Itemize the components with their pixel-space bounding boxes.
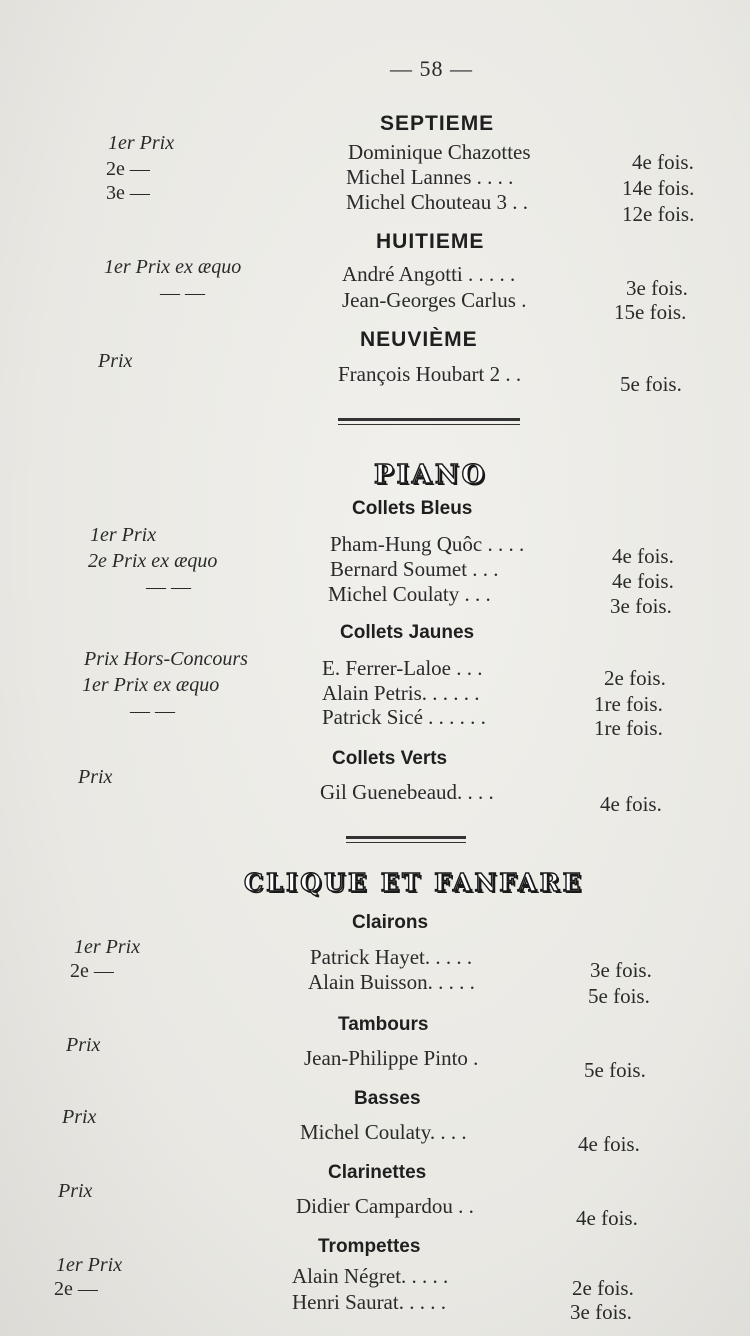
group-basses: Basses bbox=[354, 1088, 421, 1109]
section-divider bbox=[346, 836, 466, 843]
group-collets-bleus: Collets Bleus bbox=[352, 498, 473, 519]
times-count: 5e fois. bbox=[620, 372, 682, 396]
times-count: 2e fois. bbox=[572, 1276, 634, 1300]
prize-label: 1er Prix bbox=[108, 132, 175, 154]
prize-label: Prix bbox=[58, 1180, 93, 1202]
times-count: 15e fois. bbox=[614, 300, 687, 324]
group-tambours: Tambours bbox=[338, 1014, 429, 1035]
entrant-name: Patrick Hayet. . . . . bbox=[310, 945, 473, 969]
prize-label: 1er Prix ex æquo bbox=[82, 674, 220, 696]
entrant-name: Patrick Sicé . . . . . . bbox=[322, 705, 486, 729]
entrant-name: Michel Coulaty . . . bbox=[328, 582, 491, 606]
prize-label: Prix bbox=[66, 1034, 101, 1056]
times-count: 14e fois. bbox=[622, 176, 695, 200]
times-count: 3e fois. bbox=[590, 958, 652, 982]
group-collets-verts: Collets Verts bbox=[332, 748, 448, 769]
times-count: 3e fois. bbox=[570, 1300, 632, 1324]
prize-label: — — bbox=[130, 700, 175, 722]
group-clarinettes: Clarinettes bbox=[328, 1162, 427, 1183]
times-count: 4e fois. bbox=[612, 544, 674, 568]
entrant-name: François Houbart 2 . . bbox=[338, 362, 522, 386]
times-count: 4e fois. bbox=[600, 792, 662, 816]
prize-label: 1er Prix bbox=[74, 936, 141, 958]
prize-label: 2e — bbox=[70, 960, 114, 982]
entrant-name: E. Ferrer-Laloe . . . bbox=[322, 656, 483, 680]
entrant-name: Pham-Hung Quôc . . . . bbox=[330, 532, 525, 556]
entrant-name: Henri Saurat. . . . . bbox=[292, 1290, 446, 1314]
times-count: 4e fois. bbox=[612, 569, 674, 593]
heading-neuvieme: NEUVIÈME bbox=[360, 328, 478, 351]
times-count: 1re fois. bbox=[594, 692, 663, 716]
prize-label: — — bbox=[146, 576, 191, 598]
entrant-name: Michel Coulaty. . . . bbox=[300, 1120, 467, 1144]
prize-label: 2e — bbox=[106, 158, 150, 180]
entrant-name: Alain Petris. . . . . . bbox=[322, 681, 480, 705]
times-count: 2e fois. bbox=[604, 666, 666, 690]
prize-label: 1er Prix bbox=[56, 1254, 123, 1276]
times-count: 4e fois. bbox=[578, 1132, 640, 1156]
entrant-name: Michel Lannes . . . . bbox=[346, 165, 514, 189]
page-number: — 58 — bbox=[390, 56, 473, 81]
times-count: 5e fois. bbox=[584, 1058, 646, 1082]
heading-septieme: SEPTIEME bbox=[380, 112, 495, 135]
times-count: 12e fois. bbox=[622, 202, 695, 226]
prize-label: — — bbox=[160, 282, 205, 304]
times-count: 3e fois. bbox=[610, 594, 672, 618]
prize-label: 1er Prix bbox=[90, 524, 157, 546]
group-clairons: Clairons bbox=[352, 912, 429, 933]
times-count: 4e fois. bbox=[576, 1206, 638, 1230]
entrant-name: Gil Guenebeaud. . . . bbox=[320, 780, 494, 804]
times-count: 5e fois. bbox=[588, 984, 650, 1008]
prize-label: 2e Prix ex æquo bbox=[88, 550, 218, 572]
entrant-name: Alain Négret. . . . . bbox=[292, 1264, 449, 1288]
group-trompettes: Trompettes bbox=[318, 1236, 421, 1257]
prize-label: Prix bbox=[78, 766, 113, 788]
times-count: 4e fois. bbox=[632, 150, 694, 174]
times-count: 1re fois. bbox=[594, 716, 663, 740]
entrant-name: Bernard Soumet . . . bbox=[330, 557, 499, 581]
section-divider bbox=[338, 418, 520, 425]
group-collets-jaunes: Collets Jaunes bbox=[340, 622, 475, 643]
entrant-name: Jean-Philippe Pinto . bbox=[304, 1046, 479, 1070]
prize-label: Prix Hors-Concours bbox=[84, 648, 248, 670]
entrant-name: Alain Buisson. . . . . bbox=[308, 970, 475, 994]
clique-title: CLIQUE ET FANFARE bbox=[244, 868, 584, 897]
entrant-name: André Angotti . . . . . bbox=[342, 262, 516, 286]
prize-label: 1er Prix ex æquo bbox=[104, 256, 242, 278]
times-count: 3e fois. bbox=[626, 276, 688, 300]
heading-huitieme: HUITIEME bbox=[376, 230, 485, 253]
piano-title: PIANO bbox=[374, 460, 488, 490]
prize-label: 2e — bbox=[54, 1278, 98, 1300]
prize-label: Prix bbox=[98, 350, 133, 372]
entrant-name: Dominique Chazottes bbox=[348, 140, 531, 164]
entrant-name: Michel Chouteau 3 . . bbox=[346, 190, 528, 214]
entrant-name: Jean-Georges Carlus . bbox=[342, 288, 527, 312]
prize-label: 3e — bbox=[106, 182, 150, 204]
entrant-name: Didier Campardou . . bbox=[296, 1194, 474, 1218]
prize-label: Prix bbox=[62, 1106, 97, 1128]
